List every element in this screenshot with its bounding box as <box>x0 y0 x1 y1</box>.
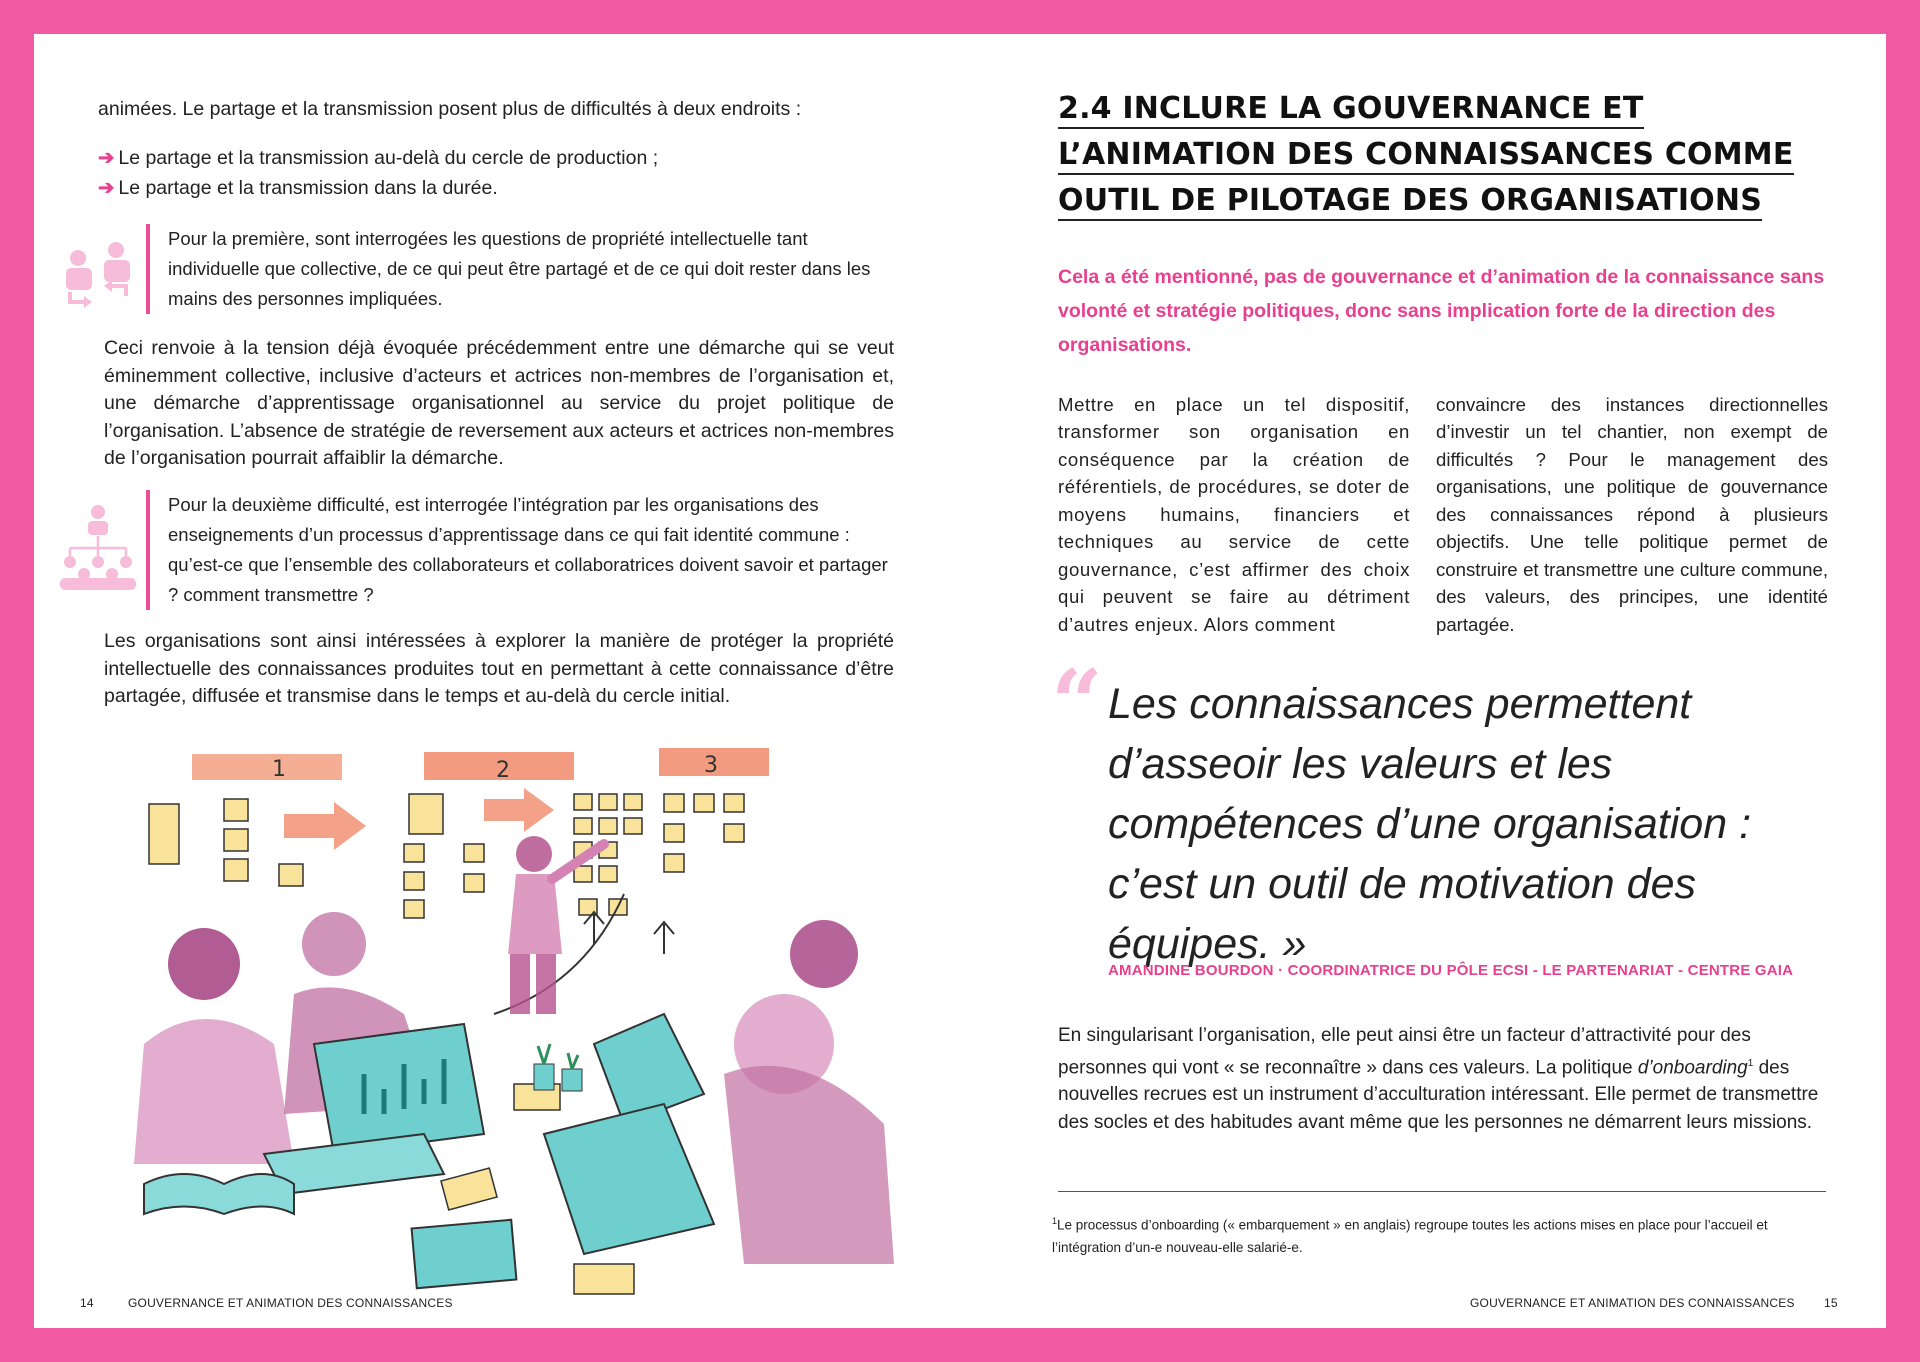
process-arrow-2 <box>484 788 554 832</box>
paragraph-protection: Les organisations sont ainsi intéressées à explorer la manière de protéger la propriété intellectuelle des connaissances produites tout en permettant à cette connaissance d’être partagée, diffusée et transmise dans le temps et au-delà du cercle initial. <box>104 630 894 707</box>
lead-paragraph: Cela a été mentionné, pas de gouvernance et d’animation de la connaissance sans volonté et stratégie politiques, donc sans implication forte de la direction des organisations. <box>1058 265 1825 356</box>
open-book-icon <box>144 1174 294 1214</box>
section-title-line: L’ANIMATION DES CONNAISSANCES COMME <box>1058 137 1794 175</box>
paragraph-italic: d’onboarding <box>1637 1056 1748 1078</box>
callout-first: Pour la première, sont interrogées les questions de propriété intellectuelle tant individuelle que collective, de ce qui peut être partagé et de ce qui doit rester dans les mains des personnes impliquées. <box>146 224 894 314</box>
paragraph-text: En singularisant l’organisation, elle peut ainsi être un facteur d’attractivité pour des personnes qui vont « se reconnaître » dans ces valeurs. La politique <box>1058 1025 1751 1078</box>
bullet-text: Le partage et la transmission au-delà du cercle de production ; <box>118 147 659 169</box>
paragraph-onboarding <box>1058 1022 1830 1136</box>
document-spread <box>34 34 1886 1328</box>
column-left-text: Mettre en place un tel dispositif, transformer son organisation en conséquence par la création de référentiels, de procédures, se doter de moyens humains, financiers et techniques au service de cette gouvernance, c’est affirmer des choix qui peuvent se faire au détriment d’autres enjeux. Alors comment <box>1058 393 1410 635</box>
sticky-notes-pile <box>441 1168 497 1210</box>
team-workshop-illustration <box>104 744 934 1304</box>
footnote <box>1052 1210 1834 1259</box>
footnote-ref: 1 <box>1747 1057 1754 1069</box>
seated-person-left <box>134 928 294 1164</box>
bullet-item-2 <box>98 173 498 203</box>
footer-page-number-right: 15 <box>1824 1296 1838 1310</box>
footer-title-right: GOUVERNANCE ET ANIMATION DES CONNAISSANCES <box>1470 1296 1795 1310</box>
paragraph-text: des nouvelles recrues est un instrument d’acculturation intéressant. Elle permet de transmettre des socles et des habitudes avant même que les personnes ne démarrent leurs missions. <box>1058 1056 1819 1133</box>
notebook-icon <box>412 1220 517 1288</box>
footnote-separator <box>1058 1191 1826 1192</box>
sticky-notes <box>149 794 744 918</box>
column-right-text: convaincre des instances directionnelles d’investir un tel chantier, non exempt de difficultés ? Pour le management des organisations, une politique de gouvernance des connaissances répond à plusieurs objectifs. Une telle politique permet de construire et transmettre une culture commune, des valeurs, des principes, une identité partagée. <box>1436 393 1828 635</box>
board-label-3: 3 <box>704 753 718 778</box>
sticky-notes-pile <box>574 1264 634 1294</box>
footer-page-number-left: 14 <box>80 1296 94 1310</box>
footnote-number: 1 <box>1052 1216 1058 1226</box>
standing-person <box>508 836 604 1014</box>
quote-author: AMANDINE BOURDON · COORDINATRICE DU PÔLE ECSI - LE PARTENARIAT - CENTRE GAIA <box>1108 962 1794 979</box>
board-column-1 <box>192 754 342 780</box>
section-title-line: OUTIL DE PILOTAGE DES ORGANISATIONS <box>1058 183 1762 221</box>
process-arrow-1 <box>284 802 366 850</box>
quote-mark-icon: “ <box>1051 650 1103 756</box>
section-title <box>1058 86 1858 224</box>
board-label-1: 1 <box>272 757 286 782</box>
footnote-text: Le processus d’onboarding (« embarquement » en anglais) regroupe toutes les actions mises en place pour l’accueil et l’intégration d’un-e nouveau-elle salarié-e. <box>1052 1217 1768 1255</box>
seated-person-right <box>724 920 894 1264</box>
board-label-2: 2 <box>496 758 510 783</box>
bullet-text: Le partage et la transmission dans la durée. <box>118 177 498 199</box>
section-title-line: 2.4 INCLURE LA GOUVERNANCE ET <box>1058 91 1644 129</box>
laptop-icon <box>544 1104 714 1254</box>
org-hierarchy-icon <box>58 502 138 592</box>
footer-title-left: GOUVERNANCE ET ANIMATION DES CONNAISSANCES <box>128 1296 453 1310</box>
callout-second: Pour la deuxième difficulté, est interrogée l’intégration par les organisations des enseignements d’un processus d’apprentissage dans ce qui fait identité commune : qu’est-ce que l’ensemble des collaborateurs et collaboratrices doivent savoir et partager ? comment transmettre ? <box>146 490 894 610</box>
arrow-right-icon: ➔ <box>98 177 115 199</box>
paragraph-tension: Ceci renvoie à la tension déjà évoquée précédemment entre une démarche qui se veut éminemment collective, inclusive d’acteurs et actrices non-membres de l’organisation et, une démarche d’apprentissage organisationnel au service du projet politique de l’organisation. L’absence de stratégie de reversement aux acteurs et actrices non-membres de l’organisation pourrait affaiblir la démarche. <box>104 337 894 469</box>
arrow-right-icon: ➔ <box>98 147 115 169</box>
bullet-item-1 <box>98 143 658 173</box>
people-exchange-icon <box>62 240 136 310</box>
intro-text: animées. Le partage et la transmission posent plus de difficultés à deux endroits : <box>98 98 802 120</box>
pull-quote: Les connaissances permettent d’asseoir les valeurs et les compétences d’une organisation : c’est un outil de motivation des équipes. » <box>1108 680 1752 968</box>
